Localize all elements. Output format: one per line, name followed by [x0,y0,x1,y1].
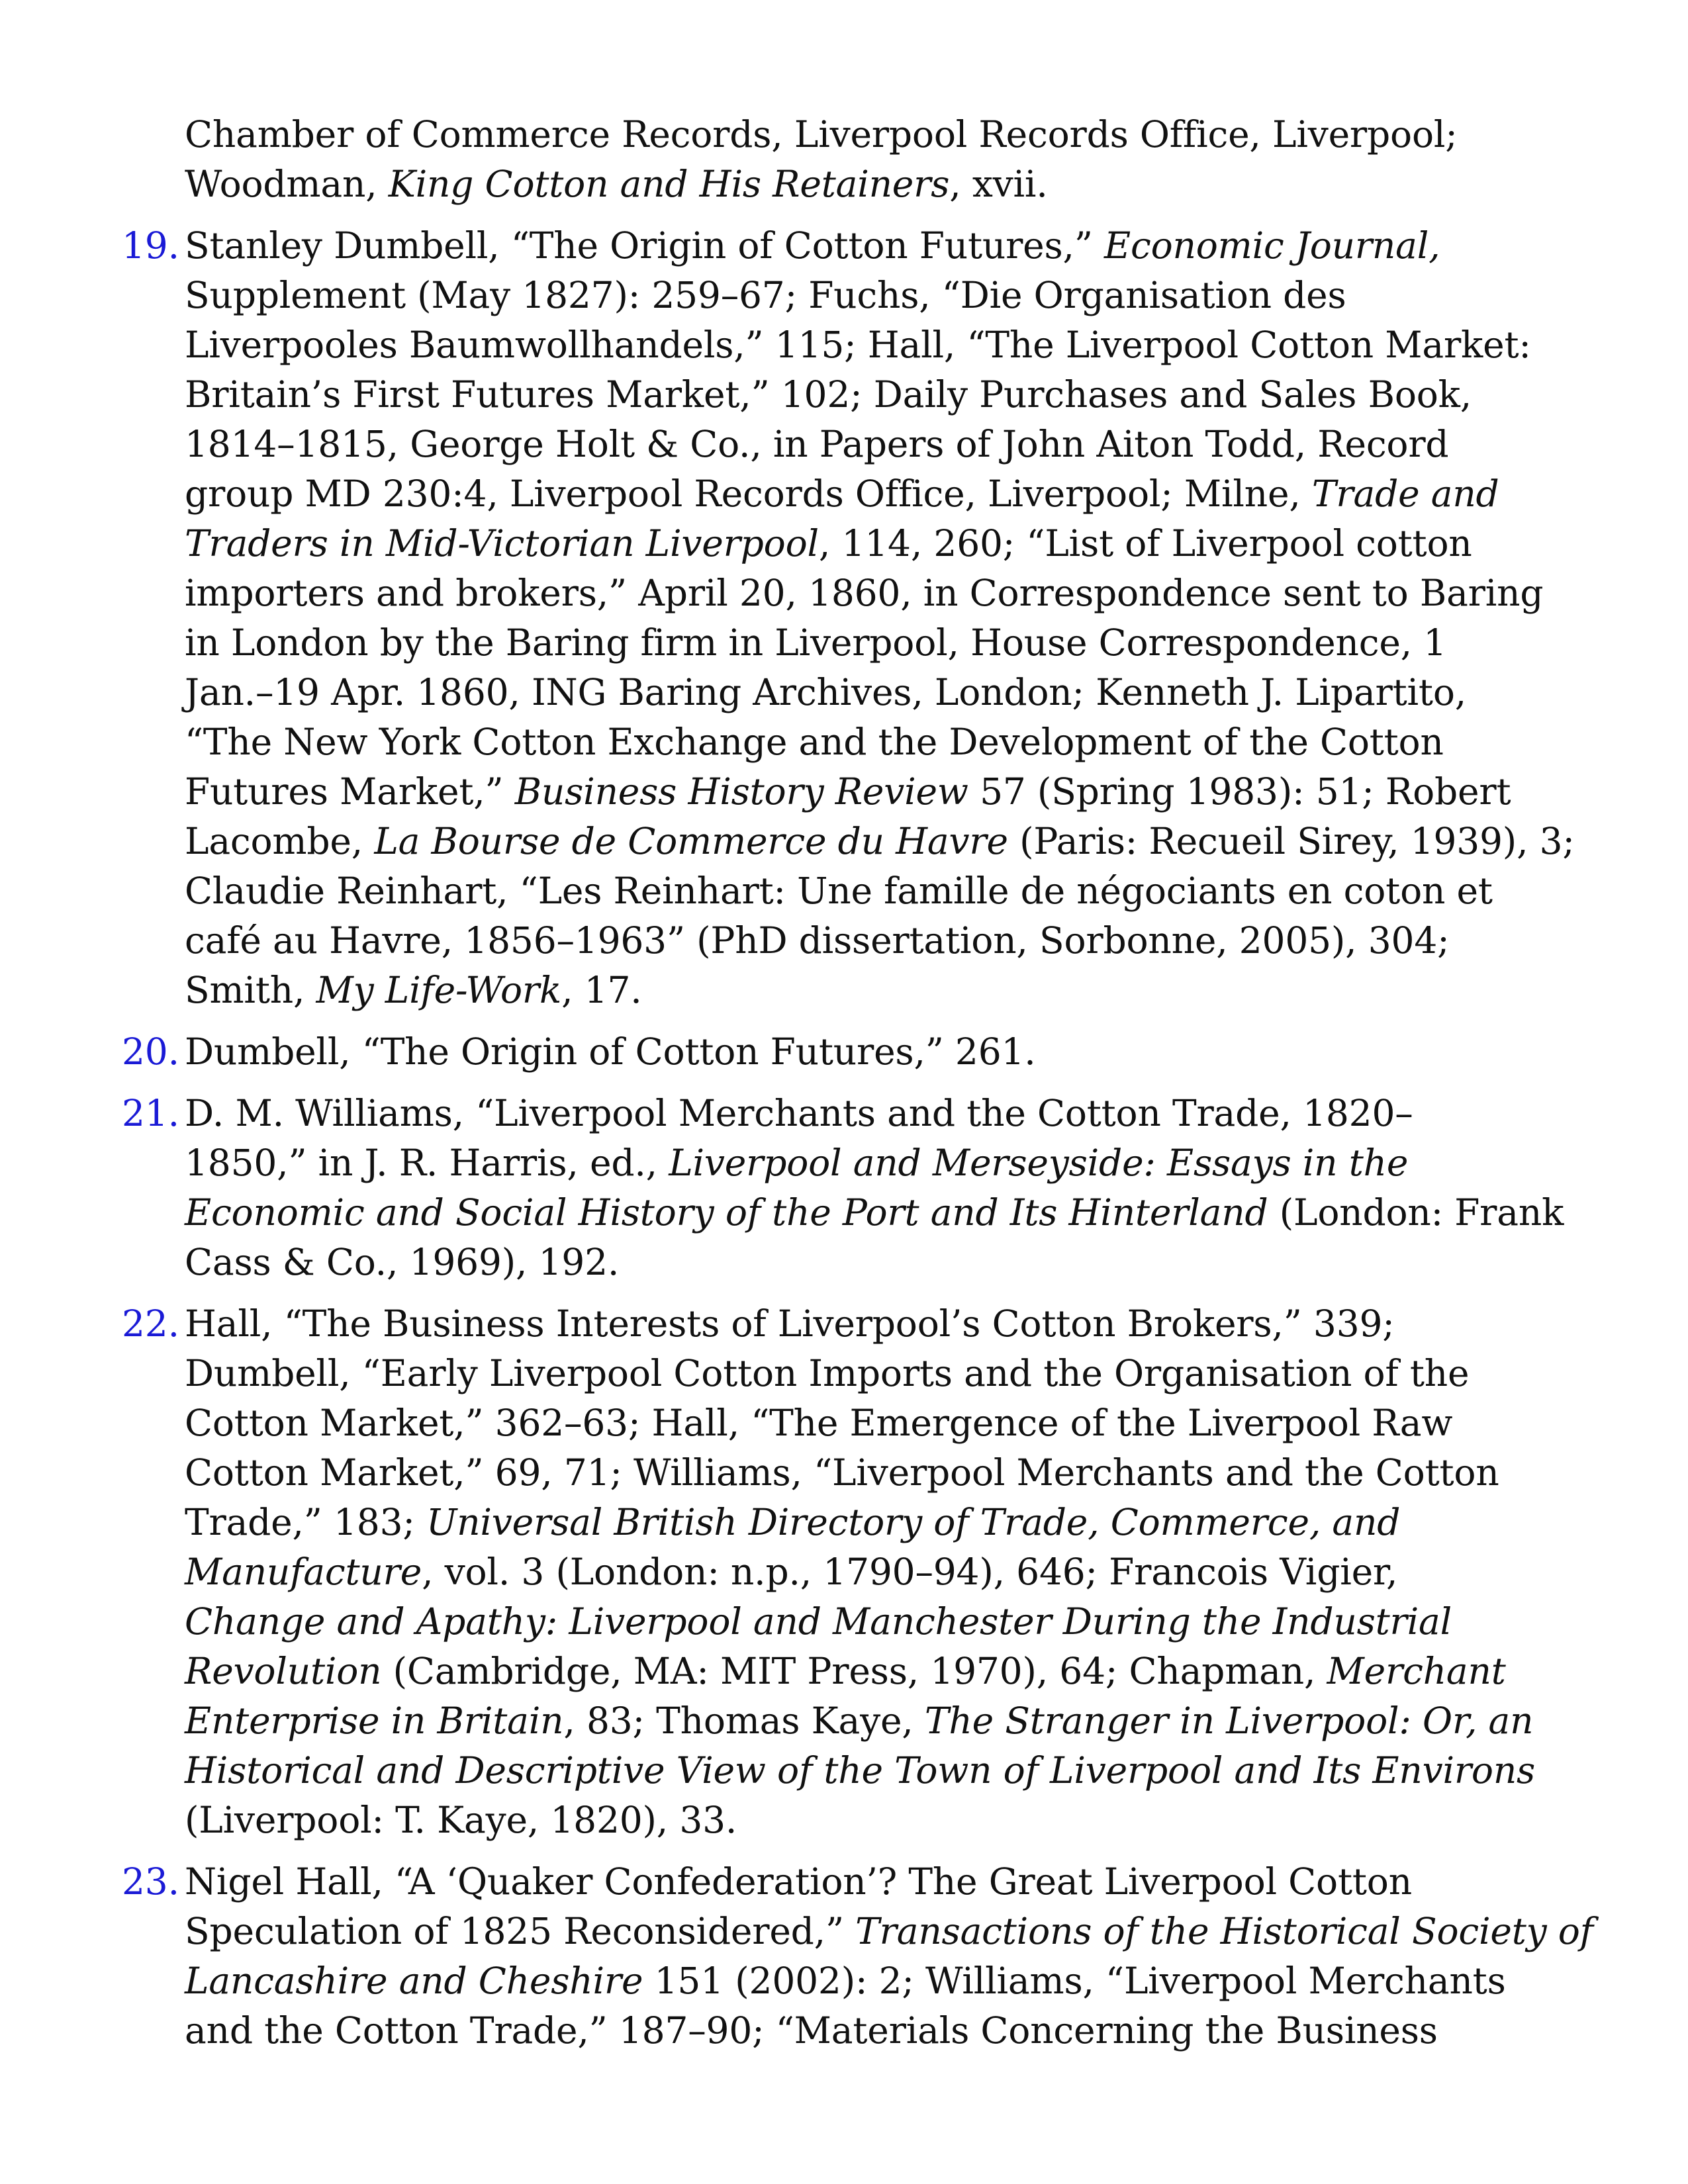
footnote-line [185,469,1578,519]
italic-title-text: Economic Journal, [1104,224,1440,267]
footnote-text: Britain’s First Futures Market,” 102; Daily Purchases and Sales Book, [185,373,1472,416]
footnote-line [185,1138,1578,1188]
footnote-line [185,569,1578,618]
footnote-line [185,1696,1578,1746]
footnote-line [185,420,1578,469]
italic-title-text: Trade and [1311,473,1499,515]
footnote-number-link[interactable]: 22. [122,1302,179,1345]
footnote-line [185,159,1578,209]
footnote-text: Stanley Dumbell, “The Origin of Cotton Futures,” [185,224,1105,267]
footnote-number-link[interactable]: 20. [122,1030,179,1073]
footnote-text: Jan.–19 Apr. 1860, ING Baring Archives, London; Kenneth J. Lipartito, [185,671,1467,713]
footnote-line [185,767,1578,817]
italic-title-text: Economic and Social History of the Port and Its Hinterland [185,1191,1268,1234]
footnote-text: “The New York Cotton Exchange and the Development of the Cotton [185,721,1444,763]
footnote-text: D. M. Williams, “Liverpool Merchants and the Cotton Trade, 1820– [185,1092,1413,1134]
italic-title-text: La Bourse de Commerce du Havre [374,820,1008,862]
footnote-line [185,817,1578,866]
footnote-text: café au Havre, 1856–1963” (PhD dissertation, Sorbonne, 2005), 304; [185,919,1450,962]
footnote-line [185,1398,1578,1448]
footnote-text: Chamber of Commerce Records, Liverpool Records Office, Liverpool; [185,113,1458,156]
footnote-text: 1850,” in J. R. Harris, ed., [185,1142,669,1184]
footnote-line [185,110,1578,159]
italic-title-text: Transactions of the Historical Society of [855,1910,1593,1952]
footnote-line [185,866,1578,916]
footnote-line [185,221,1578,271]
footnote-text: and the Cotton Trade,” 187–90; “Materials Concerning the Business [185,2009,1438,2052]
footnote-text: , 114, 260; “List of Liverpool cotton [818,522,1472,565]
italic-title-text: Historical and Descriptive View of the Town of Liverpool and Its Environs [185,1749,1536,1792]
footnote-text: Speculation of 1825 Reconsidered,” [185,1910,856,1952]
footnote-line [185,1547,1578,1597]
footnote-text: Dumbell, “The Origin of Cotton Futures,” 261. [185,1030,1036,1073]
italic-title-text: My Life-Work [316,969,562,1011]
footnote-text: 57 (Spring 1983): 51; Robert [968,770,1511,813]
footnote-line [185,1647,1578,1696]
footnote-text: 1814–1815, George Holt & Co., in Papers of John Aiton Todd, Record [185,423,1449,465]
italic-title-text: Universal British Directory of Trade, Commerce, and [426,1501,1401,1543]
footnote-text: Nigel Hall, “A ‘Quaker Confederation’? The Great Liverpool Cotton [185,1860,1412,1903]
italic-title-text: The Stranger in Liverpool: Or, an [924,1700,1534,1742]
italic-title-text: Business History Review [514,770,968,813]
footnote-line [185,1498,1578,1547]
footnote-line [185,1597,1578,1647]
footnote-text: (Liverpool: T. Kaye, 1820), 33. [185,1799,737,1841]
footnote-text: 151 (2002): 2; Williams, “Liverpool Merchants [643,1960,1506,2002]
italic-title-text: Revolution [185,1650,382,1692]
italic-title-text: Merchant [1327,1650,1506,1692]
footnote-text: group MD 230:4, Liverpool Records Office, Liverpool; Milne, [185,473,1312,515]
footnote-text: Cotton Market,” 69, 71; Williams, “Liverpool Merchants and the Cotton [185,1451,1499,1494]
italic-title-text: Traders in Mid-Victorian Liverpool [185,522,819,565]
footnote-line [185,370,1578,420]
footnote-number-link[interactable]: 19. [122,224,179,267]
footnote-line [185,916,1578,966]
footnote-text: Smith, [185,969,316,1011]
footnote-text: Trade,” 183; [185,1501,426,1543]
italic-title-text: Liverpool and Merseyside: Essays in the [669,1142,1409,1184]
footnote-line [185,1238,1578,1287]
footnote-line [185,1746,1578,1796]
footnote-23 [122,1857,1593,2056]
footnote-text: (Cambridge, MA: MIT Press, 1970), 64; Chapman, [381,1650,1327,1692]
footnote-continued [122,110,1578,209]
footnote-line [185,618,1578,668]
footnote-line [185,1796,1578,1845]
footnote-line [185,2006,1578,2056]
footnote-text: Woodman, [185,163,389,205]
italic-title-text: Enterprise in Britain [185,1700,564,1742]
footnote-line [185,668,1578,717]
footnote-line [185,1299,1578,1349]
footnote-line [185,966,1578,1015]
footnote-line [185,1349,1578,1398]
footnote-text: Liverpooles Baumwollhandels,” 115; Hall, “The Liverpool Cotton Market: [185,324,1531,366]
italic-title-text: Lancashire and Cheshire [185,1960,643,2002]
footnote-line [185,1188,1578,1238]
footnote-text: Hall, “The Business Interests of Liverpool’s Cotton Brokers,” 339; [185,1302,1395,1345]
footnote-22 [122,1299,1578,1845]
footnote-line [185,1027,1578,1077]
footnote-text: (London: Frank [1268,1191,1564,1234]
footnote-line [185,1907,1593,1956]
footnote-number-link[interactable]: 21. [122,1092,179,1134]
italic-title-text: Change and Apathy: Liverpool and Manchester During the Industrial [185,1600,1452,1643]
footnote-text: Claudie Reinhart, “Les Reinhart: Une famille de négociants en coton et [185,870,1493,912]
footnote-line [185,1089,1578,1138]
footnote-text: , 83; Thomas Kaye, [563,1700,925,1742]
footnote-text: Cotton Market,” 362–63; Hall, “The Emergence of the Liverpool Raw [185,1402,1453,1444]
italic-title-text: Manufacture [185,1551,422,1593]
footnote-line [185,271,1578,320]
footnote-text: Futures Market,” [185,770,515,813]
footnote-number-link[interactable]: 23. [122,1860,179,1903]
footnote-text: Cass & Co., 1969), 192. [185,1241,620,1283]
footnote-text: (Paris: Recueil Sirey, 1939), 3; [1008,820,1575,862]
footnote-text: Dumbell, “Early Liverpool Cotton Imports and the Organisation of the [185,1352,1470,1394]
footnote-text: Supplement (May 1827): 259–67; Fuchs, “Die Organisation des [185,274,1346,316]
footnote-line [185,1956,1578,2006]
footnote-19 [122,221,1578,1015]
footnote-text: , xvii. [949,163,1048,205]
footnote-text: , vol. 3 (London: n.p., 1790–94), 646; Francois Vigier, [422,1551,1398,1593]
footnote-line [185,717,1578,767]
footnote-line [185,519,1578,569]
footnote-text: importers and brokers,” April 20, 1860, in Correspondence sent to Baring [185,572,1544,614]
footnotes-list [122,110,1593,2068]
footnote-line [185,1448,1578,1498]
footnote-text: , 17. [561,969,642,1011]
footnote-text: Lacombe, [185,820,375,862]
italic-title-text: King Cotton and His Retainers [388,163,950,205]
footnote-21 [122,1089,1578,1287]
footnote-text: in London by the Baring firm in Liverpool, House Correspondence, 1 [185,621,1447,664]
footnote-line [185,1857,1578,1907]
footnote-line [185,320,1578,370]
footnote-20 [122,1027,1578,1077]
